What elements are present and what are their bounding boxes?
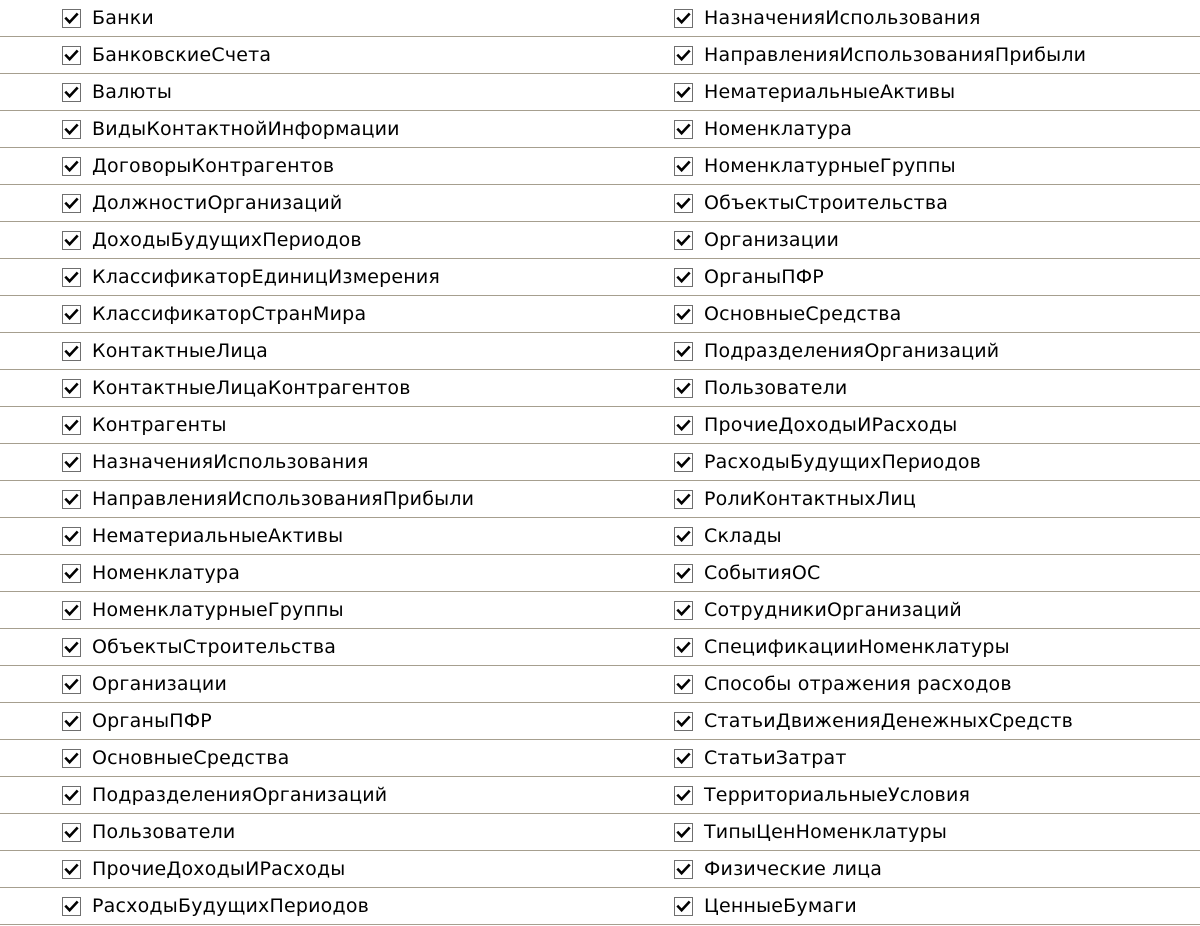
checkbox[interactable] — [674, 83, 693, 102]
checkbox[interactable] — [62, 897, 81, 916]
left-list-item[interactable] — [0, 740, 612, 777]
checkmark-icon — [64, 825, 79, 840]
checkbox[interactable] — [674, 712, 693, 731]
item-label: КлассификаторЕдиницИзмерения — [92, 265, 441, 288]
checkmark-icon — [64, 418, 79, 433]
left-list-item[interactable] — [0, 555, 612, 592]
checkbox[interactable] — [674, 490, 693, 509]
right-column — [612, 0, 1200, 926]
checkbox[interactable] — [62, 749, 81, 768]
item-label: Физические лица — [704, 857, 883, 880]
item-label: Номенклатура — [704, 117, 853, 140]
item-label: ДоходыБудущихПериодов — [92, 228, 362, 251]
checkmark-icon — [64, 344, 79, 359]
item-label: НематериальныеАктивы — [92, 524, 344, 547]
checkbox[interactable] — [62, 83, 81, 102]
item-label: Пользователи — [92, 820, 236, 843]
item-label: СотрудникиОрганизаций — [704, 598, 962, 621]
right-list-item[interactable] — [612, 148, 1200, 185]
checkbox[interactable] — [674, 749, 693, 768]
left-list-item[interactable] — [0, 777, 612, 814]
item-label: ТерриториальныеУсловия — [704, 783, 971, 806]
item-label: ОбъектыСтроительства — [704, 191, 949, 214]
checkbox[interactable] — [674, 897, 693, 916]
checkbox[interactable] — [62, 527, 81, 546]
checkbox[interactable] — [62, 638, 81, 657]
checkbox[interactable] — [674, 453, 693, 472]
checkbox[interactable] — [674, 268, 693, 287]
item-label: НаправленияИспользованияПрибыли — [704, 43, 1087, 66]
right-list-item[interactable] — [612, 296, 1200, 333]
checkmark-icon — [64, 529, 79, 544]
checkmark-icon — [676, 788, 691, 803]
right-list-item[interactable] — [612, 703, 1200, 740]
item-label: НематериальныеАктивы — [704, 80, 956, 103]
checkmark-icon — [676, 899, 691, 914]
checkmark-icon — [64, 11, 79, 26]
checkbox[interactable] — [62, 786, 81, 805]
item-label: Пользователи — [704, 376, 848, 399]
checkmark-icon — [676, 159, 691, 174]
checkbox[interactable] — [674, 46, 693, 65]
checkmark-icon — [64, 492, 79, 507]
item-label: Банки — [92, 6, 154, 29]
left-list-item[interactable] — [0, 37, 612, 74]
checkbox[interactable] — [62, 564, 81, 583]
right-list-item[interactable] — [612, 518, 1200, 555]
left-list-item[interactable] — [0, 259, 612, 296]
checkmark-icon — [64, 233, 79, 248]
checkmark-icon — [676, 270, 691, 285]
checkmark-icon — [64, 122, 79, 137]
checkbox[interactable] — [62, 342, 81, 361]
right-list-item[interactable] — [612, 555, 1200, 592]
checkbox[interactable] — [674, 527, 693, 546]
left-list-item[interactable] — [0, 629, 612, 666]
checkmark-icon — [676, 307, 691, 322]
checkmark-icon — [64, 862, 79, 877]
checkmark-icon — [676, 751, 691, 766]
right-list-item[interactable] — [612, 37, 1200, 74]
item-label: Валюты — [92, 80, 173, 103]
item-label: ВидыКонтактнойИнформации — [92, 117, 400, 140]
item-label: ОрганыПФР — [92, 709, 212, 732]
checkbox[interactable] — [62, 157, 81, 176]
item-label: Номенклатура — [92, 561, 241, 584]
checkbox[interactable] — [674, 342, 693, 361]
checkmark-icon — [676, 196, 691, 211]
checkmark-icon — [64, 788, 79, 803]
left-list-item[interactable] — [0, 592, 612, 629]
checkmark-icon — [676, 529, 691, 544]
checkmark-icon — [676, 825, 691, 840]
left-list-item[interactable] — [0, 851, 612, 888]
checkmark-icon — [676, 677, 691, 692]
item-label: БанковскиеСчета — [92, 43, 272, 66]
checkbox[interactable] — [62, 268, 81, 287]
item-label: РасходыБудущихПериодов — [92, 894, 370, 917]
checkbox[interactable] — [62, 120, 81, 139]
left-list-item[interactable] — [0, 703, 612, 740]
checkbox[interactable] — [62, 601, 81, 620]
right-list-item[interactable] — [612, 777, 1200, 814]
item-label: СтатьиДвиженияДенежныхСредств — [704, 709, 1074, 732]
left-list-item[interactable] — [0, 407, 612, 444]
checkbox[interactable] — [62, 675, 81, 694]
item-label: Способы отражения расходов — [704, 672, 1012, 695]
checkbox[interactable] — [674, 675, 693, 694]
left-list-item[interactable] — [0, 296, 612, 333]
item-label: ТипыЦенНоменклатуры — [704, 820, 948, 843]
left-list-item[interactable] — [0, 185, 612, 222]
item-label: Организации — [704, 228, 839, 251]
checkmark-icon — [676, 492, 691, 507]
checkbox[interactable] — [62, 231, 81, 250]
checkmark-icon — [64, 566, 79, 581]
left-list-item[interactable] — [0, 814, 612, 851]
checkbox[interactable] — [62, 712, 81, 731]
left-list-item[interactable] — [0, 0, 612, 37]
item-label: КлассификаторСтранМира — [92, 302, 367, 325]
left-list-item[interactable] — [0, 370, 612, 407]
checkmark-icon — [64, 48, 79, 63]
item-label: НаправленияИспользованияПрибыли — [92, 487, 475, 510]
checkmark-icon — [676, 233, 691, 248]
right-list-item[interactable] — [612, 259, 1200, 296]
checkmark-icon — [64, 159, 79, 174]
checkmark-icon — [64, 455, 79, 470]
item-label: СтатьиЗатрат — [704, 746, 847, 769]
right-list-item[interactable] — [612, 851, 1200, 888]
checkmark-icon — [64, 85, 79, 100]
checkmark-icon — [676, 85, 691, 100]
right-list-item[interactable] — [612, 814, 1200, 851]
checkmark-icon — [64, 270, 79, 285]
checkmark-icon — [64, 714, 79, 729]
item-label: ПрочиеДоходыИРасходы — [704, 413, 958, 436]
left-list-item[interactable] — [0, 222, 612, 259]
item-label: ДолжностиОрганизаций — [92, 191, 343, 214]
right-list-item[interactable] — [612, 333, 1200, 370]
checkmark-icon — [676, 566, 691, 581]
right-list-item[interactable] — [612, 0, 1200, 37]
right-list-item[interactable] — [612, 481, 1200, 518]
checkmark-icon — [64, 381, 79, 396]
checkmark-icon — [676, 640, 691, 655]
item-label: Склады — [704, 524, 782, 547]
item-label: Организации — [92, 672, 227, 695]
right-list-item[interactable] — [612, 740, 1200, 777]
checkmark-icon — [64, 603, 79, 618]
checkbox[interactable] — [674, 305, 693, 324]
item-label: ЦенныеБумаги — [704, 894, 857, 917]
item-label: НазначенияИспользования — [92, 450, 369, 473]
checkbox[interactable] — [674, 9, 693, 28]
checkmark-icon — [676, 455, 691, 470]
left-list-item[interactable] — [0, 888, 612, 925]
right-list-item[interactable] — [612, 185, 1200, 222]
right-list-item[interactable] — [612, 111, 1200, 148]
checkbox[interactable] — [62, 9, 81, 28]
checkbox[interactable] — [674, 379, 693, 398]
checkmark-icon — [64, 677, 79, 692]
checkbox[interactable] — [674, 786, 693, 805]
checkmark-icon — [676, 48, 691, 63]
checkmark-icon — [64, 899, 79, 914]
checkmark-icon — [676, 603, 691, 618]
item-label: ОсновныеСредства — [704, 302, 902, 325]
checkbox[interactable] — [62, 46, 81, 65]
checkbox[interactable] — [62, 490, 81, 509]
item-label: КонтактныеЛица — [92, 339, 268, 362]
checkbox[interactable] — [62, 453, 81, 472]
checkmark-icon — [676, 862, 691, 877]
checkbox[interactable] — [62, 194, 81, 213]
checkbox[interactable] — [674, 638, 693, 657]
checkmark-icon — [64, 307, 79, 322]
checkmark-icon — [64, 196, 79, 211]
left-list-item[interactable] — [0, 74, 612, 111]
item-label: НоменклатурныеГруппы — [704, 154, 956, 177]
checkmark-icon — [676, 714, 691, 729]
checkmark-icon — [676, 344, 691, 359]
checkbox[interactable] — [674, 157, 693, 176]
left-list-item[interactable] — [0, 481, 612, 518]
checkbox[interactable] — [62, 416, 81, 435]
checkmark-icon — [676, 11, 691, 26]
checkbox[interactable] — [674, 564, 693, 583]
checkbox[interactable] — [674, 231, 693, 250]
item-label: ПодразделенияОрганизаций — [92, 783, 388, 806]
checkbox[interactable] — [674, 194, 693, 213]
right-list-item[interactable] — [612, 629, 1200, 666]
checkbox[interactable] — [674, 416, 693, 435]
item-label: ОбъектыСтроительства — [92, 635, 337, 658]
right-list-item[interactable] — [612, 592, 1200, 629]
right-list-item[interactable] — [612, 222, 1200, 259]
checkbox[interactable] — [674, 823, 693, 842]
left-list-item[interactable] — [0, 148, 612, 185]
right-list-item[interactable] — [612, 370, 1200, 407]
item-label: ПрочиеДоходыИРасходы — [92, 857, 346, 880]
checkmark-icon — [64, 751, 79, 766]
item-label: СпецификацииНоменклатуры — [704, 635, 1010, 658]
checkbox[interactable] — [674, 860, 693, 879]
left-list-item[interactable] — [0, 333, 612, 370]
checkbox[interactable] — [62, 305, 81, 324]
item-label: ПодразделенияОрганизаций — [704, 339, 1000, 362]
right-list-item[interactable] — [612, 74, 1200, 111]
left-list-item[interactable] — [0, 111, 612, 148]
item-label: СобытияОС — [704, 561, 821, 584]
item-label: КонтактныеЛицаКонтрагентов — [92, 376, 411, 399]
right-list-item[interactable] — [612, 407, 1200, 444]
checkbox[interactable] — [62, 860, 81, 879]
checkmark-icon — [676, 122, 691, 137]
item-label: ДоговорыКонтрагентов — [92, 154, 335, 177]
item-label: РолиКонтактныхЛиц — [704, 487, 917, 510]
checkmark-icon — [676, 418, 691, 433]
right-list-item[interactable] — [612, 666, 1200, 703]
item-label: НоменклатурныеГруппы — [92, 598, 344, 621]
left-list-item[interactable] — [0, 444, 612, 481]
item-label: ОсновныеСредства — [92, 746, 290, 769]
checkbox[interactable] — [674, 601, 693, 620]
right-list-item[interactable] — [612, 444, 1200, 481]
checkmark-icon — [676, 381, 691, 396]
item-label: Контрагенты — [92, 413, 227, 436]
checkbox[interactable] — [674, 120, 693, 139]
checkbox[interactable] — [62, 823, 81, 842]
left-list-item[interactable] — [0, 518, 612, 555]
item-label: НазначенияИспользования — [704, 6, 981, 29]
item-label: РасходыБудущихПериодов — [704, 450, 982, 473]
item-label: ОрганыПФР — [704, 265, 824, 288]
checkbox[interactable] — [62, 379, 81, 398]
left-list-item[interactable] — [0, 666, 612, 703]
checkmark-icon — [64, 640, 79, 655]
right-list-item[interactable] — [612, 888, 1200, 925]
